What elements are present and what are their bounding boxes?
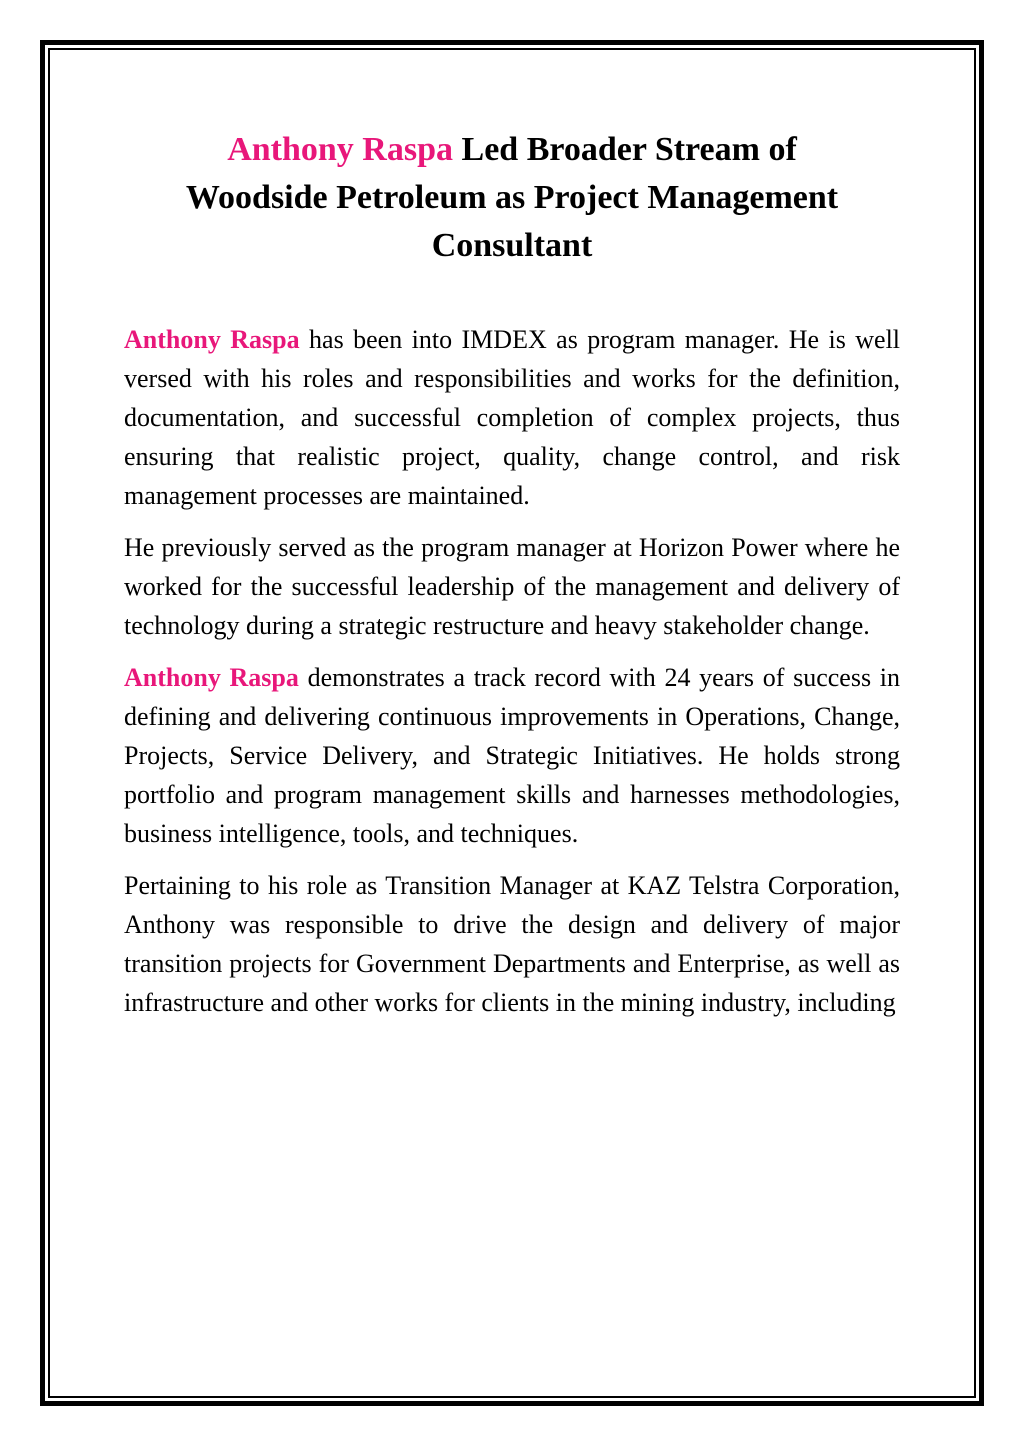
paragraph-4	[124, 866, 900, 1022]
paragraph-1-name: Anthony Raspa	[124, 325, 300, 354]
paragraph-1-text: has been into IMDEX as program manager. He is well versed with his roles and responsibilities and works for the definition, documentation, and successful completion of complex projects, thus ensuring that realistic project, quality, change control, and risk management processes are maintained.	[124, 325, 901, 510]
paragraph-3	[124, 658, 900, 853]
title-text: Led Broader Stream of Woodside Petroleum as Project Management Consultant	[185, 131, 839, 264]
paragraph-3-text: demonstrates a track record with 24 years of success in defining and delivering continuous improvements in Operations, Change, Projects, Service Delivery, and Strategic Initiatives. He holds strong portfolio and program management skills and harnesses methodologies, business intelligence, tools, and techniques.	[124, 663, 901, 848]
paragraph-1	[124, 320, 900, 515]
paragraph-2	[124, 528, 900, 645]
title-block	[172, 126, 852, 270]
paragraph-4-text: Pertaining to his role as Transition Manager at KAZ Telstra Corporation, Anthony was responsible to drive the design and delivery of major transition projects for Government Departments and Enterprise, as well as infrastructure and other works for clients in the mining industry, including	[124, 871, 900, 1017]
document-body	[124, 126, 900, 1035]
paragraph-2-text: He previously served as the program manager at Horizon Power where he worked for the successful leadership of the management and delivery of technology during a strategic restructure and heavy stakeholder change.	[124, 533, 900, 640]
paragraph-3-name: Anthony Raspa	[124, 663, 299, 692]
page-title	[172, 126, 852, 270]
title-name: Anthony Raspa	[227, 131, 454, 168]
